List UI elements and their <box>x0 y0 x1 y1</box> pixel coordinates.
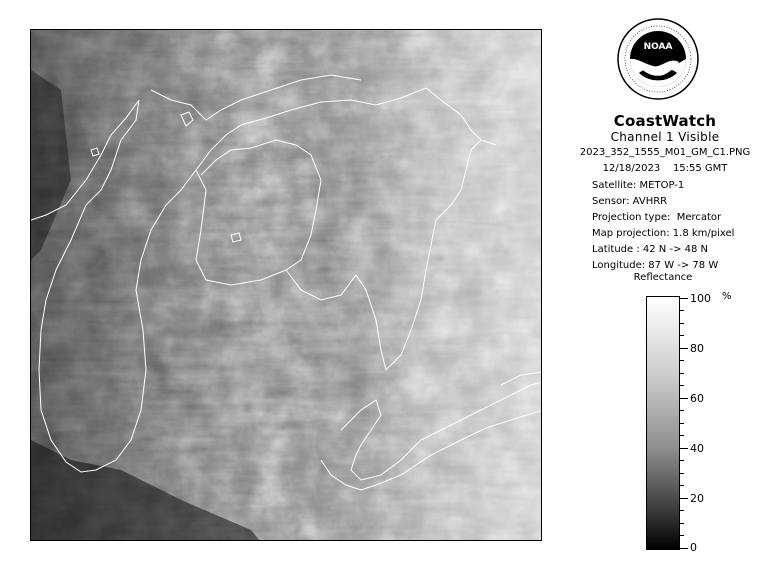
time-value: 15:55 GMT <box>672 163 728 174</box>
noaa-logo <box>617 18 699 100</box>
noaa-seal-icon <box>617 18 699 100</box>
meta-label: Projection type: <box>592 212 671 223</box>
meta-projection-type <box>592 212 721 223</box>
meta-latitude <box>592 244 708 255</box>
colorbar-minor-tick <box>680 460 684 461</box>
colorbar-minor-tick <box>680 423 684 424</box>
colorbar-minor-tick <box>680 323 684 324</box>
colorbar-minor-tick <box>680 360 684 361</box>
colorbar-tick <box>680 498 688 499</box>
colorbar-tick-label: 0 <box>690 541 697 554</box>
meta-longitude <box>592 260 718 271</box>
colorbar-minor-tick <box>680 523 684 524</box>
colorbar-tick-label: 100 <box>690 292 711 305</box>
reflectance-colorbar <box>646 296 680 550</box>
brand-title: CoastWatch <box>613 112 717 130</box>
date-time <box>560 163 770 174</box>
colorbar-tick <box>680 298 688 299</box>
colorbar-minor-tick <box>680 385 684 386</box>
meta-value: AVHRR <box>632 196 668 207</box>
colorbar-tick <box>680 448 688 449</box>
meta-map-projection <box>592 228 734 239</box>
meta-label: Latitude : <box>592 244 640 255</box>
colorbar-tick-label: 80 <box>690 342 704 355</box>
meta-label: Longitude: <box>592 260 646 271</box>
colorbar-minor-tick <box>680 510 684 511</box>
meta-value: METOP-1 <box>639 180 685 191</box>
colorbar-tick <box>680 348 688 349</box>
colorbar-minor-tick <box>680 410 684 411</box>
colorbar-tick-label: 20 <box>690 492 704 505</box>
colorbar-tick-label: 40 <box>690 442 704 455</box>
colorbar-unit: % <box>722 291 732 302</box>
file-name: 2023_352_1555_M01_GM_C1.PNG <box>579 147 751 158</box>
meta-label: Sensor: <box>592 196 630 207</box>
meta-satellite <box>592 180 684 191</box>
colorbar-minor-tick <box>680 310 684 311</box>
meta-value: 42 N -> 48 N <box>642 244 709 255</box>
channel-label: Channel 1 Visible <box>610 130 720 144</box>
colorbar-tick <box>680 548 688 549</box>
meta-value: 87 W -> 78 W <box>648 260 719 271</box>
meta-value: 1.8 km/pixel <box>672 228 735 239</box>
date-value: 12/18/2023 <box>602 163 661 174</box>
colorbar-title: Reflectance <box>633 272 693 283</box>
colorbar-tick-label: 60 <box>690 392 704 405</box>
colorbar-minor-tick <box>680 373 684 374</box>
colorbar-minor-tick <box>680 435 684 436</box>
colorbar-minor-tick <box>680 473 684 474</box>
meta-label: Satellite: <box>592 180 637 191</box>
colorbar-minor-tick <box>680 335 684 336</box>
meta-sensor <box>592 196 667 207</box>
colorbar-minor-tick <box>680 485 684 486</box>
meta-label: Map projection: <box>592 228 670 239</box>
meta-value: Mercator <box>676 212 722 223</box>
satellite-imagery-icon <box>31 30 542 541</box>
logo-text: NOAA <box>643 42 673 52</box>
colorbar-minor-tick <box>680 535 684 536</box>
colorbar-tick <box>680 398 688 399</box>
satellite-image <box>30 29 542 541</box>
